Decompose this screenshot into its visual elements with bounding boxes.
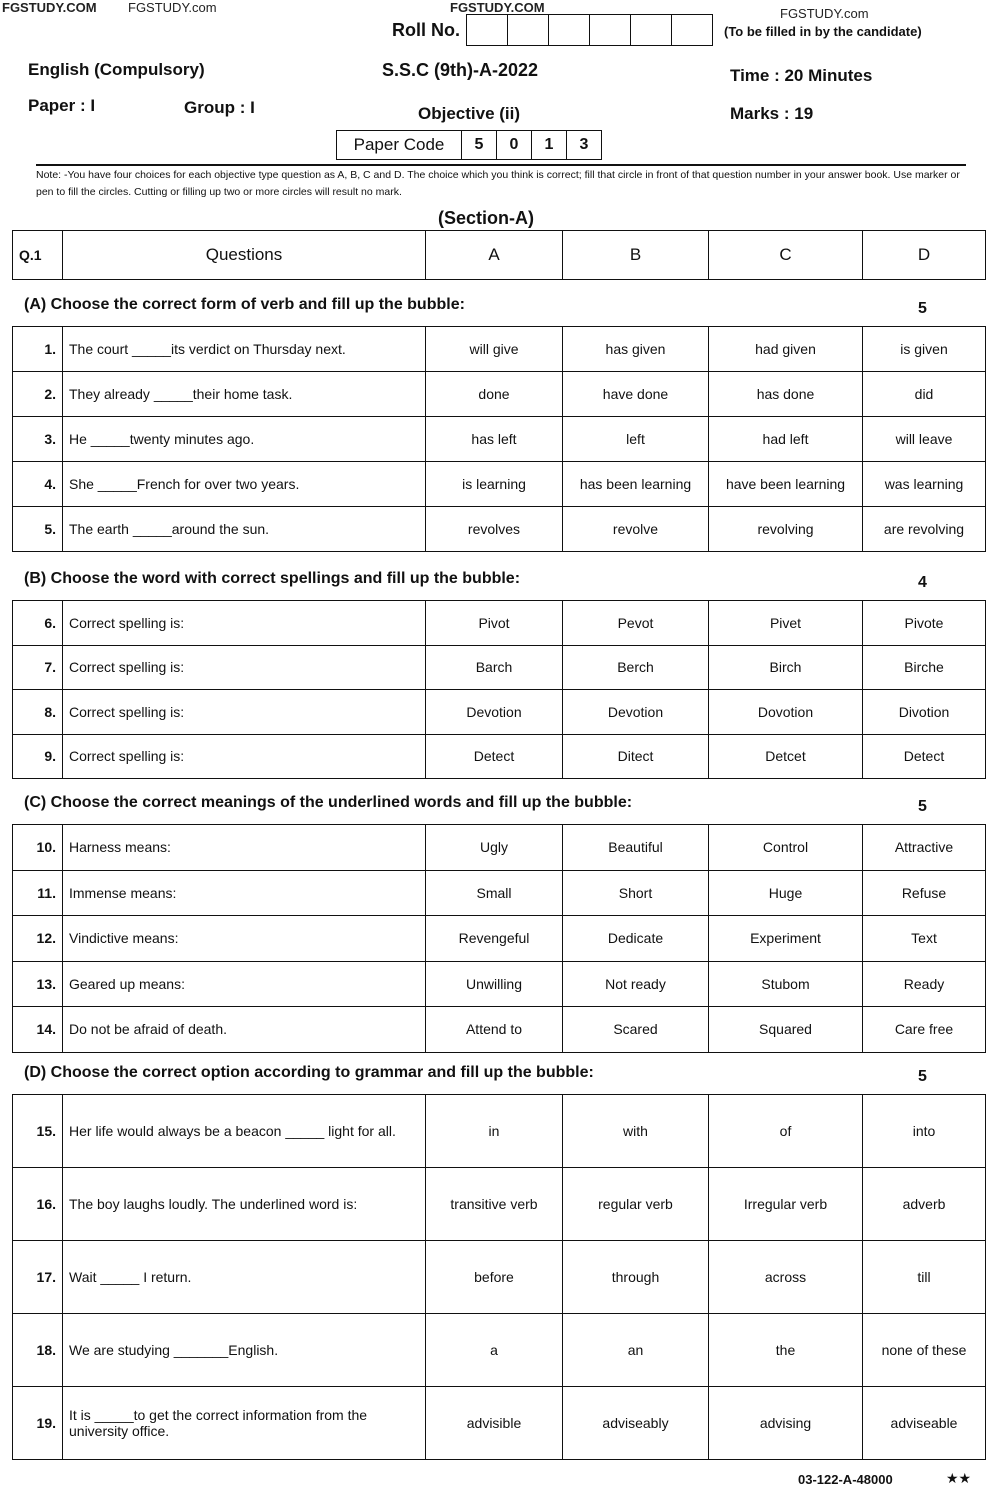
question-number: 14. [13,1007,63,1053]
section-label: (C) [24,794,47,811]
option-c[interactable]: had left [709,417,863,462]
footer-code: 03-122-A-48000 [798,1472,893,1487]
option-d[interactable]: did [863,372,986,417]
question-text: The boy laughs loudly. The underlined word is: [63,1168,426,1241]
option-c[interactable]: across [709,1241,863,1314]
question-text: It is _____to get the correct information from the university office. [63,1387,426,1460]
option-d[interactable]: adviseable [863,1387,986,1460]
option-d[interactable]: Detect [863,734,986,779]
question-text: Correct spelling is: [63,601,426,646]
option-a[interactable]: is learning [426,462,563,507]
option-b[interactable]: left [563,417,709,462]
option-a[interactable]: Attend to [426,1007,563,1053]
questions-header: Questions [63,231,426,280]
option-b[interactable]: has been learning [563,462,709,507]
option-b[interactable]: has given [563,327,709,372]
question-row [13,916,986,962]
option-c[interactable]: Stubom [709,961,863,1007]
instructions-note: Note: -You have four choices for each objective type question as A, B, C and D. The choice which you think is correct; fill that circle in front of that question number in your answer book. Use marker or pen to fill the circles. Cutting or filling up two or more circles will result no mark. [36,164,966,201]
question-number: 18. [13,1314,63,1387]
option-a[interactable]: before [426,1241,563,1314]
question-text: Correct spelling is: [63,645,426,690]
question-text: Harness means: [63,825,426,871]
question-number: 10. [13,825,63,871]
paper-code-digit: 0 [497,131,532,159]
roll-note: (To be filled in by the candidate) [724,24,922,39]
question-row [13,690,986,735]
option-c[interactable]: Experiment [709,916,863,962]
question-text: Immense means: [63,870,426,916]
question-row [13,327,986,372]
option-a[interactable]: Revengeful [426,916,563,962]
question-number: 19. [13,1387,63,1460]
option-c[interactable]: the [709,1314,863,1387]
option-d[interactable]: was learning [863,462,986,507]
option-c[interactable]: had given [709,327,863,372]
subject: English (Compulsory) [28,60,205,79]
question-number: 5. [13,507,63,552]
option-c[interactable]: Detcet [709,734,863,779]
section-instruction: Choose the word with correct spellings and fill up the bubble: [50,570,521,587]
option-d[interactable]: till [863,1241,986,1314]
question-number: 4. [13,462,63,507]
question-number: 17. [13,1241,63,1314]
section-instruction: Choose the correct meanings of the underlined words and fill up the bubble: [50,794,633,811]
watermark: FGSTUDY.COM [2,0,97,15]
question-number: 11. [13,870,63,916]
section-header [24,296,465,314]
option-b[interactable]: Pevot [563,601,709,646]
option-a[interactable]: Ugly [426,825,563,871]
option-c-header: C [709,231,863,280]
option-b[interactable]: have done [563,372,709,417]
option-c[interactable]: Dovotion [709,690,863,735]
section-instruction: Choose the correct form of verb and fill up the bubble: [50,296,465,313]
option-c[interactable]: of [709,1095,863,1168]
option-d[interactable]: will leave [863,417,986,462]
option-d[interactable]: adverb [863,1168,986,1241]
section-label: (A) [24,296,47,313]
option-b-header: B [563,231,709,280]
section-label: (B) [24,570,47,587]
question-number: 9. [13,734,63,779]
question-row [13,601,986,646]
option-c[interactable]: Pivet [709,601,863,646]
question-row [13,417,986,462]
option-b[interactable]: Ditect [563,734,709,779]
section-header [24,1064,594,1082]
option-a[interactable]: done [426,372,563,417]
option-a[interactable]: in [426,1095,563,1168]
question-row [13,870,986,916]
table-header [12,230,986,280]
roll-number-boxes [466,14,713,46]
question-row [13,1007,986,1053]
stars: ★★ [946,1470,972,1486]
section-label: (D) [24,1064,47,1081]
watermark: FGSTUDY.com [780,6,869,21]
question-number: 3. [13,417,63,462]
section-header [24,570,520,588]
question-row [13,507,986,552]
question-text: Her life would always be a beacon _____ light for all. [63,1095,426,1168]
question-text: They already _____their home task. [63,372,426,417]
questions-table [12,824,986,1053]
question-number: 1. [13,327,63,372]
option-d[interactable]: are revolving [863,507,986,552]
option-a[interactable]: transitive verb [426,1168,563,1241]
question-row [13,1387,986,1460]
option-a[interactable]: will give [426,327,563,372]
exam-title: S.S.C (9th)-A-2022 [382,60,539,80]
option-c[interactable]: advising [709,1387,863,1460]
section-instruction: Choose the correct option according to grammar and fill up the bubble: [50,1064,594,1081]
watermark: FGSTUDY.COM [450,0,545,15]
watermark: FGSTUDY.com [128,0,217,15]
paper-code [336,130,602,160]
option-c[interactable]: Huge [709,870,863,916]
option-a[interactable]: a [426,1314,563,1387]
option-d[interactable]: Refuse [863,870,986,916]
option-b[interactable]: revolve [563,507,709,552]
question-row [13,645,986,690]
option-c[interactable]: Irregular verb [709,1168,863,1241]
option-d[interactable]: Birche [863,645,986,690]
question-number: 7. [13,645,63,690]
question-text: The court _____its verdict on Thursday next. [63,327,426,372]
option-a[interactable]: Detect [426,734,563,779]
section-marks: 5 [918,1068,927,1085]
question-text: Do not be afraid of death. [63,1007,426,1053]
objective: Objective (ii) [418,104,521,123]
option-d[interactable]: Pivote [863,601,986,646]
question-row [13,372,986,417]
section-title: (Section-A) [438,208,534,228]
paper: Paper : I [28,96,96,115]
questions-table [12,600,986,779]
questions-table [12,326,986,552]
question-text: He _____twenty minutes ago. [63,417,426,462]
option-b[interactable]: Beautiful [563,825,709,871]
marks: Marks : 19 [730,104,814,123]
option-c[interactable]: Birch [709,645,863,690]
option-c[interactable]: have been learning [709,462,863,507]
option-a[interactable]: revolves [426,507,563,552]
question-text: Vindictive means: [63,916,426,962]
question-text: Correct spelling is: [63,690,426,735]
question-row [13,734,986,779]
option-d[interactable]: Ready [863,961,986,1007]
option-b[interactable]: an [563,1314,709,1387]
question-number: 6. [13,601,63,646]
option-a[interactable]: Unwilling [426,961,563,1007]
question-row [13,1241,986,1314]
paper-code-digit: 1 [532,131,567,159]
question-text: Wait _____ I return. [63,1241,426,1314]
option-d[interactable]: into [863,1095,986,1168]
section-marks: 5 [918,300,927,317]
question-text: The earth _____around the sun. [63,507,426,552]
question-row [13,462,986,507]
question-number: 12. [13,916,63,962]
option-a[interactable]: Pivot [426,601,563,646]
q-number-header: Q.1 [13,231,63,280]
question-row [13,825,986,871]
section-header [24,794,632,812]
option-c[interactable]: Squared [709,1007,863,1053]
option-b[interactable]: adviseably [563,1387,709,1460]
paper-code-digit: 5 [462,131,497,159]
question-text: Geared up means: [63,961,426,1007]
option-b[interactable]: Scared [563,1007,709,1053]
option-a-header: A [426,231,563,280]
option-d[interactable]: Care free [863,1007,986,1053]
question-number: 16. [13,1168,63,1241]
option-b[interactable]: regular verb [563,1168,709,1241]
time: Time : 20 Minutes [730,66,873,85]
question-row [13,961,986,1007]
question-number: 13. [13,961,63,1007]
option-a[interactable]: Barch [426,645,563,690]
option-d[interactable]: Attractive [863,825,986,871]
question-row [13,1168,986,1241]
option-c[interactable]: has done [709,372,863,417]
question-number: 15. [13,1095,63,1168]
question-text: Correct spelling is: [63,734,426,779]
option-b[interactable]: with [563,1095,709,1168]
option-d[interactable]: Divotion [863,690,986,735]
question-row [13,1095,986,1168]
option-d[interactable]: is given [863,327,986,372]
option-c[interactable]: Control [709,825,863,871]
option-b[interactable]: Not ready [563,961,709,1007]
group: Group : I [184,98,255,117]
option-a[interactable]: Small [426,870,563,916]
question-text: She _____French for over two years. [63,462,426,507]
option-d[interactable]: Text [863,916,986,962]
option-b[interactable]: Devotion [563,690,709,735]
option-b[interactable]: Dedicate [563,916,709,962]
option-b[interactable]: Short [563,870,709,916]
option-b[interactable]: through [563,1241,709,1314]
option-c[interactable]: revolving [709,507,863,552]
option-d-header: D [863,231,986,280]
option-a[interactable]: Devotion [426,690,563,735]
question-row [13,1314,986,1387]
paper-code-digit: 3 [579,136,589,153]
section-marks: 5 [918,798,927,815]
option-a[interactable]: advisible [426,1387,563,1460]
question-number: 2. [13,372,63,417]
option-a[interactable]: has left [426,417,563,462]
question-number: 8. [13,690,63,735]
question-text: We are studying _______English. [63,1314,426,1387]
section-marks: 4 [918,574,927,591]
paper-code-label: Paper Code [337,131,462,159]
option-b[interactable]: Berch [563,645,709,690]
questions-table [12,1094,986,1460]
option-d[interactable]: none of these [863,1314,986,1387]
roll-label: Roll No. [392,20,460,40]
